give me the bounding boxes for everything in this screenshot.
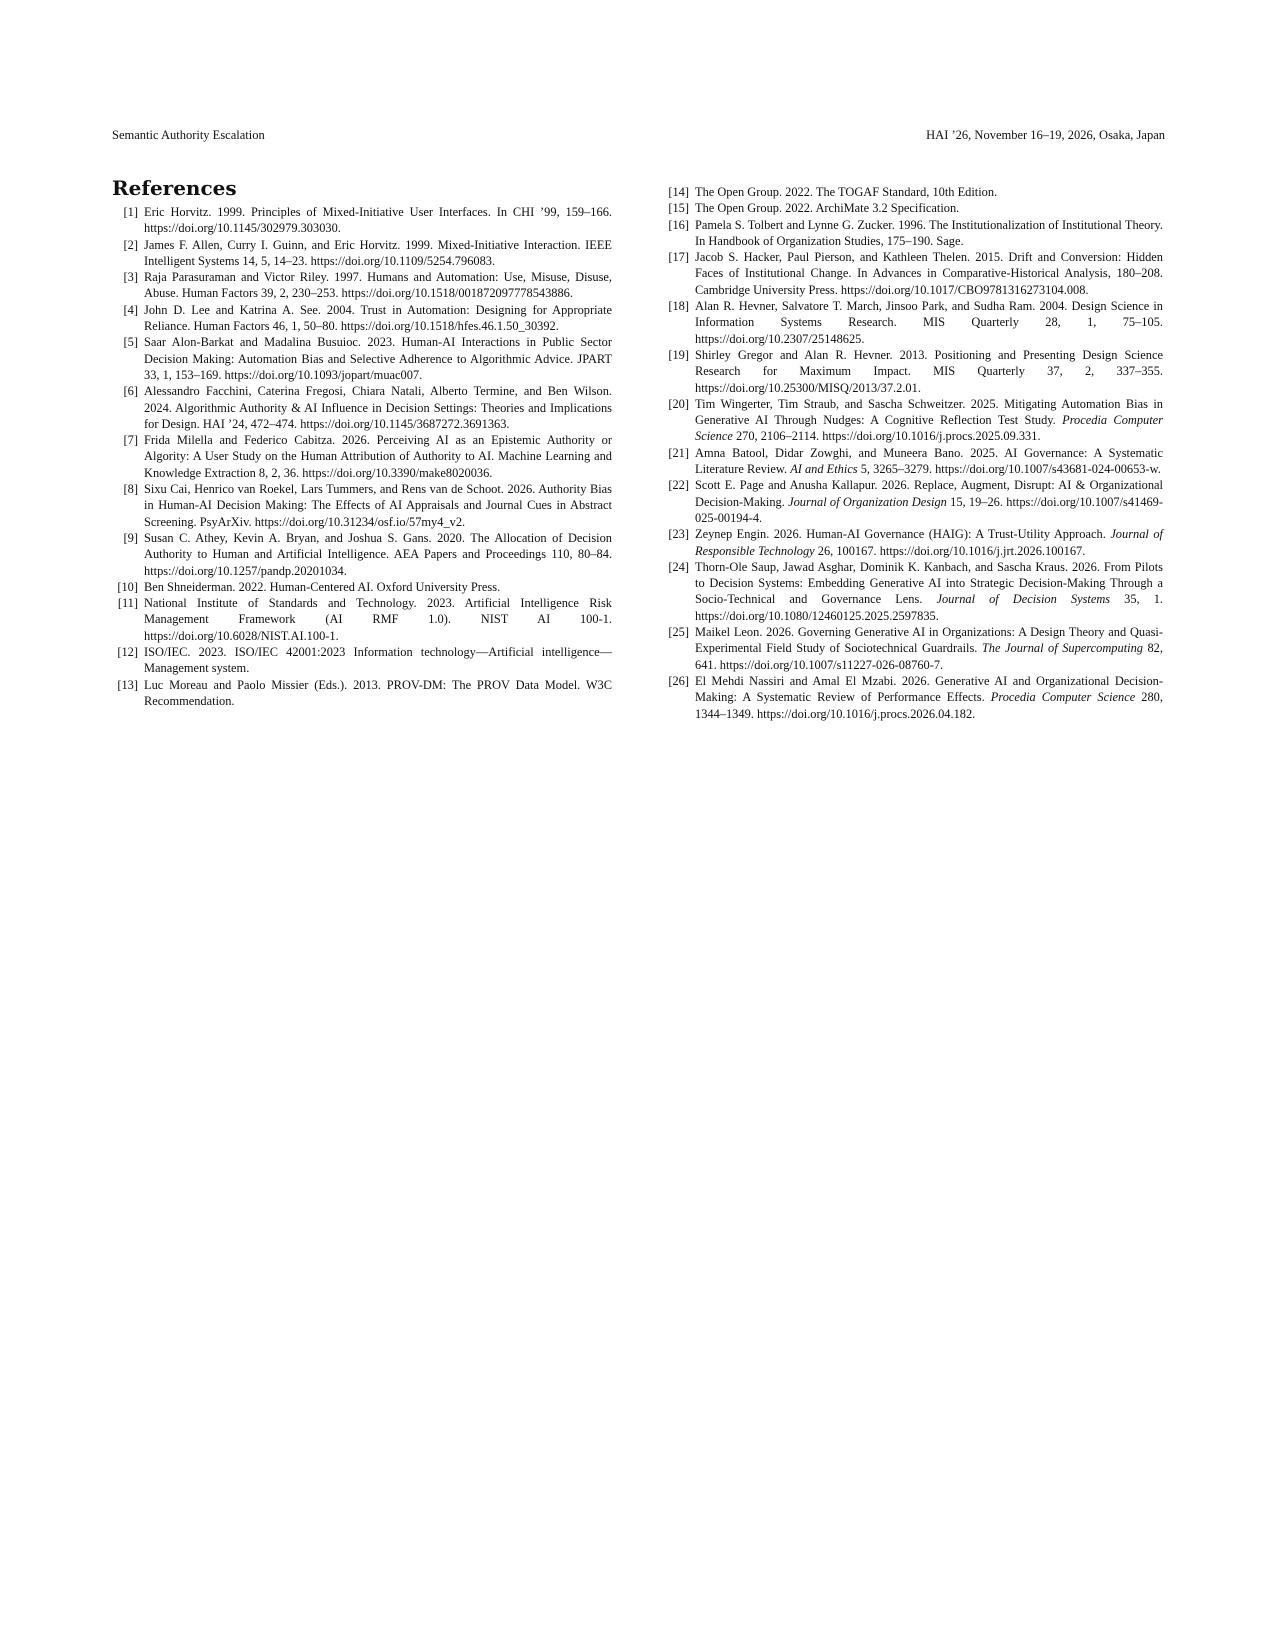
reference-item — [112, 579, 612, 595]
reference-item — [663, 673, 1163, 722]
reference-item — [663, 298, 1163, 347]
reference-text: Frida Milella and Federico Cabitza. 2026. Perceiving AI as an Epistemic Authority or Algority: A User Study on the Human Attribution of Authority to AI. Machine Learning and Knowledge Extraction 8, 2, 36. https://doi.org/10.3390/make8020036. — [144, 433, 612, 480]
reference-text: The Open Group. 2022. ArchiMate 3.2 Specification. — [695, 201, 960, 216]
reference-authors-title: Zeynep Engin. 2026. Human-AI Governance (HAIG): A Trust-Utility Approach. — [695, 527, 1111, 542]
reference-item — [663, 624, 1163, 673]
reference-text: Alan R. Hevner, Salvatore T. March, Jinsoo Park, and Sudha Ram. 2004. Design Science in Information Systems Research. MIS Quarterly 28, 1, 75–105. https://doi.org/10.2307/25148625. — [695, 299, 1163, 346]
reference-item — [112, 383, 612, 432]
reference-item — [663, 445, 1163, 478]
reference-number: [11] — [117, 596, 138, 611]
reference-number: [5] — [123, 335, 138, 350]
reference-text: James F. Allen, Curry I. Guinn, and Eric Horvitz. 1999. Mixed-Initiative Interaction. IEEE Intelligent Systems 14, 5, 14–23. https://doi.org/10.1109/5254.796083. — [144, 237, 612, 268]
reference-number: [9] — [123, 530, 138, 545]
reference-venue: The Journal of Supercomputing — [981, 641, 1143, 656]
reference-item — [112, 595, 612, 644]
reference-details: 5, 3265–3279. https://doi.org/10.1007/s43681-024-00653-w. — [857, 462, 1161, 477]
reference-item — [663, 249, 1163, 298]
running-header — [112, 128, 1165, 146]
reference-number: [19] — [668, 347, 689, 362]
reference-text — [695, 445, 1163, 478]
reference-text: National Institute of Standards and Technology. 2023. Artificial Intelligence Risk Management Framework (AI RMF 1.0). NIST AI 100-1. https://doi.org/10.6028/NIST.AI.100-1. — [144, 596, 612, 643]
reference-text: Eric Horvitz. 1999. Principles of Mixed-Initiative User Interfaces. In CHI ’99, 159–166. https://doi.org/10.1145/302979.303030. — [144, 205, 612, 236]
reference-list-right — [663, 184, 1163, 722]
reference-item — [663, 526, 1163, 559]
reference-item — [663, 347, 1163, 396]
reference-text: Luc Moreau and Paolo Missier (Eds.). 2013. PROV-DM: The PROV Data Model. W3C Recommendation. — [144, 677, 612, 708]
references-left-column — [112, 176, 612, 709]
reference-venue: Journal of Responsible Technology — [695, 527, 1164, 558]
reference-item — [112, 204, 612, 237]
reference-number: [26] — [668, 673, 689, 688]
reference-number: [13] — [117, 677, 138, 692]
reference-number: [2] — [123, 237, 138, 252]
reference-item — [112, 432, 612, 481]
reference-text: Ben Shneiderman. 2022. Human-Centered AI. Oxford University Press. — [144, 579, 501, 594]
reference-number: [8] — [123, 482, 138, 497]
reference-item — [663, 217, 1163, 250]
reference-number: [14] — [668, 185, 689, 199]
reference-text: Raja Parasuraman and Victor Riley. 1997. Humans and Automation: Use, Misuse, Disuse, Abuse. Human Factors 39, 2, 230–253. https://doi.org/10.1518/001872097778543886. — [144, 270, 612, 301]
reference-number: [1] — [123, 205, 138, 219]
reference-list-left — [112, 204, 612, 709]
reference-item — [663, 477, 1163, 526]
reference-item — [112, 644, 612, 677]
running-head-title: Semantic Authority Escalation — [112, 128, 265, 142]
reference-number: [18] — [668, 299, 689, 314]
reference-text: Alessandro Facchini, Caterina Fregosi, Chiara Natali, Alberto Termine, and Ben Wilson. 2024. Algorithmic Authority & AI Influence in Decision Settings: Theories and Implications for Design. HAI ’24, 472–474. https://doi.org/10.1145/3687272.3691363. — [144, 384, 612, 431]
reference-number: [22] — [668, 478, 689, 493]
reference-number: [3] — [123, 270, 138, 285]
reference-item — [112, 677, 612, 710]
reference-number: [25] — [668, 625, 689, 640]
reference-details: 82, 641. https://doi.org/10.1007/s11227-026-08760-7. — [695, 641, 1163, 672]
reference-number: [10] — [117, 579, 138, 594]
running-head-venue: HAI ’26, November 16–19, 2026, Osaka, Japan — [926, 128, 1165, 142]
reference-text: Susan C. Athey, Kevin A. Bryan, and Joshua S. Gans. 2020. The Allocation of Decision Authority to Human and Artificial Intelligence. AEA Papers and Proceedings 110, 80–84. https://doi.org/10.1257/pandp.20201034. — [144, 530, 612, 578]
reference-number: [21] — [668, 445, 689, 460]
reference-text — [695, 477, 1163, 526]
reference-number: [20] — [668, 396, 689, 411]
reference-number: [6] — [123, 384, 138, 399]
reference-number: [17] — [668, 250, 689, 265]
reference-item — [112, 302, 612, 335]
reference-venue: Journal of Organization Design — [788, 494, 947, 509]
reference-text: Jacob S. Hacker, Paul Pierson, and Kathleen Thelen. 2015. Drift and Conversion: Hidden Faces of Institutional Change. In Advances in Comparative-Historical Analysis, 180–208. Cambridge University Press. https://doi.org/10.1017/CBO9781316273104.008. — [695, 250, 1163, 297]
reference-number: [4] — [123, 302, 138, 317]
reference-item — [112, 269, 612, 302]
reference-text — [695, 396, 1163, 445]
reference-venue: Procedia Computer Science — [990, 690, 1136, 705]
reference-venue: Journal of Decision Systems — [936, 592, 1111, 607]
reference-details: 15, 19–26. https://doi.org/10.1007/s41469-025-00194-4. — [695, 494, 1163, 525]
reference-number: [15] — [668, 201, 689, 216]
reference-authors-title: El Mehdi Nassiri and Amal El Mzabi. 2026. Generative AI and Organizational Decision-Making: A Systematic Review of Performance Effects. — [695, 673, 1163, 705]
references-right-column — [663, 184, 1163, 722]
reference-authors-title: Scott E. Page and Anusha Kallapur. 2026. Replace, Augment, Disrupt: AI & Organizational Decision-Making. — [695, 478, 1163, 509]
reference-text — [695, 673, 1163, 722]
reference-details: 270, 2106–2114. https://doi.org/10.1016/j.procs.2025.09.331. — [732, 429, 1041, 444]
reference-authors-title: Thorn-Ole Saup, Jawad Asghar, Dominik K. Kanbach, and Sascha Kraus. 2026. From Pilots to Decision Systems: Embedding Generative AI into Strategic Decision-Making Through a Socio-Technical and Governance Lens. — [695, 559, 1163, 607]
reference-text: Pamela S. Tolbert and Lynne G. Zucker. 1996. The Institutionalization of Institutional Theory. In Handbook of Organization Studies, 175–190. Sage. — [695, 217, 1163, 248]
reference-text: Sixu Cai, Henrico van Roekel, Lars Tummers, and Rens van de Schoot. 2026. Authority Bias in Human-AI Decision Making: The Effects of AI Appraisals and Journal Cues in Abstract Screening. PsyArXiv. https://doi.org/10.31234/osf.io/57my4_v2. — [144, 482, 612, 529]
reference-details: 26, 100167. https://doi.org/10.1016/j.jrt.2026.100167. — [814, 543, 1086, 558]
reference-details: 35, 1. https://doi.org/10.1080/12460125.2025.2597835. — [695, 592, 1163, 623]
reference-text — [695, 624, 1163, 673]
reference-details: 280, 1344–1349. https://doi.org/10.1016/j.procs.2026.04.182. — [695, 690, 1163, 721]
reference-item — [663, 200, 1163, 216]
reference-text: The Open Group. 2022. The TOGAF Standard, 10th Edition. — [695, 185, 998, 199]
reference-item — [663, 396, 1163, 445]
reference-venue: AI and Ethics — [790, 462, 858, 477]
reference-authors-title: Tim Wingerter, Tim Straub, and Sascha Schweitzer. 2025. Mitigating Automation Bias in Generative AI Through Nudges: A Cognitive Reflection Test Study. — [695, 396, 1163, 428]
reference-item — [112, 481, 612, 530]
reference-item — [112, 530, 612, 579]
reference-authors-title: Amna Batool, Didar Zowghi, and Muneera Bano. 2025. AI Governance: A Systematic Literature Review. — [695, 445, 1163, 477]
reference-text: ISO/IEC. 2023. ISO/IEC 42001:2023 Information technology—Artificial intelligence—Management system. — [144, 645, 612, 676]
reference-number: [24] — [668, 559, 689, 574]
reference-text: Saar Alon-Barkat and Madalina Busuioc. 2023. Human-AI Interactions in Public Sector Decision Making: Automation Bias and Selective Adherence to Algorithmic Advice. JPART 33, 1, 153–169. https://doi.org/10.1093/jopart/muac007. — [144, 335, 612, 382]
reference-authors-title: Maikel Leon. 2026. Governing Generative AI in Organizations: A Design Theory and Quasi-Experimental Field Study of Sociotechnical Guardrails. — [695, 625, 1163, 656]
reference-number: [12] — [117, 645, 138, 660]
reference-venue: Procedia Computer Science — [695, 413, 1163, 444]
reference-item — [112, 237, 612, 270]
reference-text: John D. Lee and Katrina A. See. 2004. Trust in Automation: Designing for Appropriate Reliance. Human Factors 46, 1, 50–80. https://doi.org/10.1518/hfes.46.1.50_30392. — [144, 302, 612, 334]
section-heading: References — [112, 176, 237, 200]
reference-item — [112, 334, 612, 383]
reference-text: Shirley Gregor and Alan R. Hevner. 2013. Positioning and Presenting Design Science Research for Maximum Impact. MIS Quarterly 37, 2, 337–355. https://doi.org/10.25300/MISQ/2013/37.2.01. — [695, 347, 1163, 395]
reference-item — [663, 559, 1163, 624]
reference-text — [695, 526, 1163, 559]
reference-text — [695, 559, 1163, 624]
reference-number: [16] — [668, 217, 689, 232]
reference-number: [7] — [123, 433, 138, 448]
reference-number: [23] — [668, 527, 689, 542]
reference-item — [663, 184, 1163, 200]
